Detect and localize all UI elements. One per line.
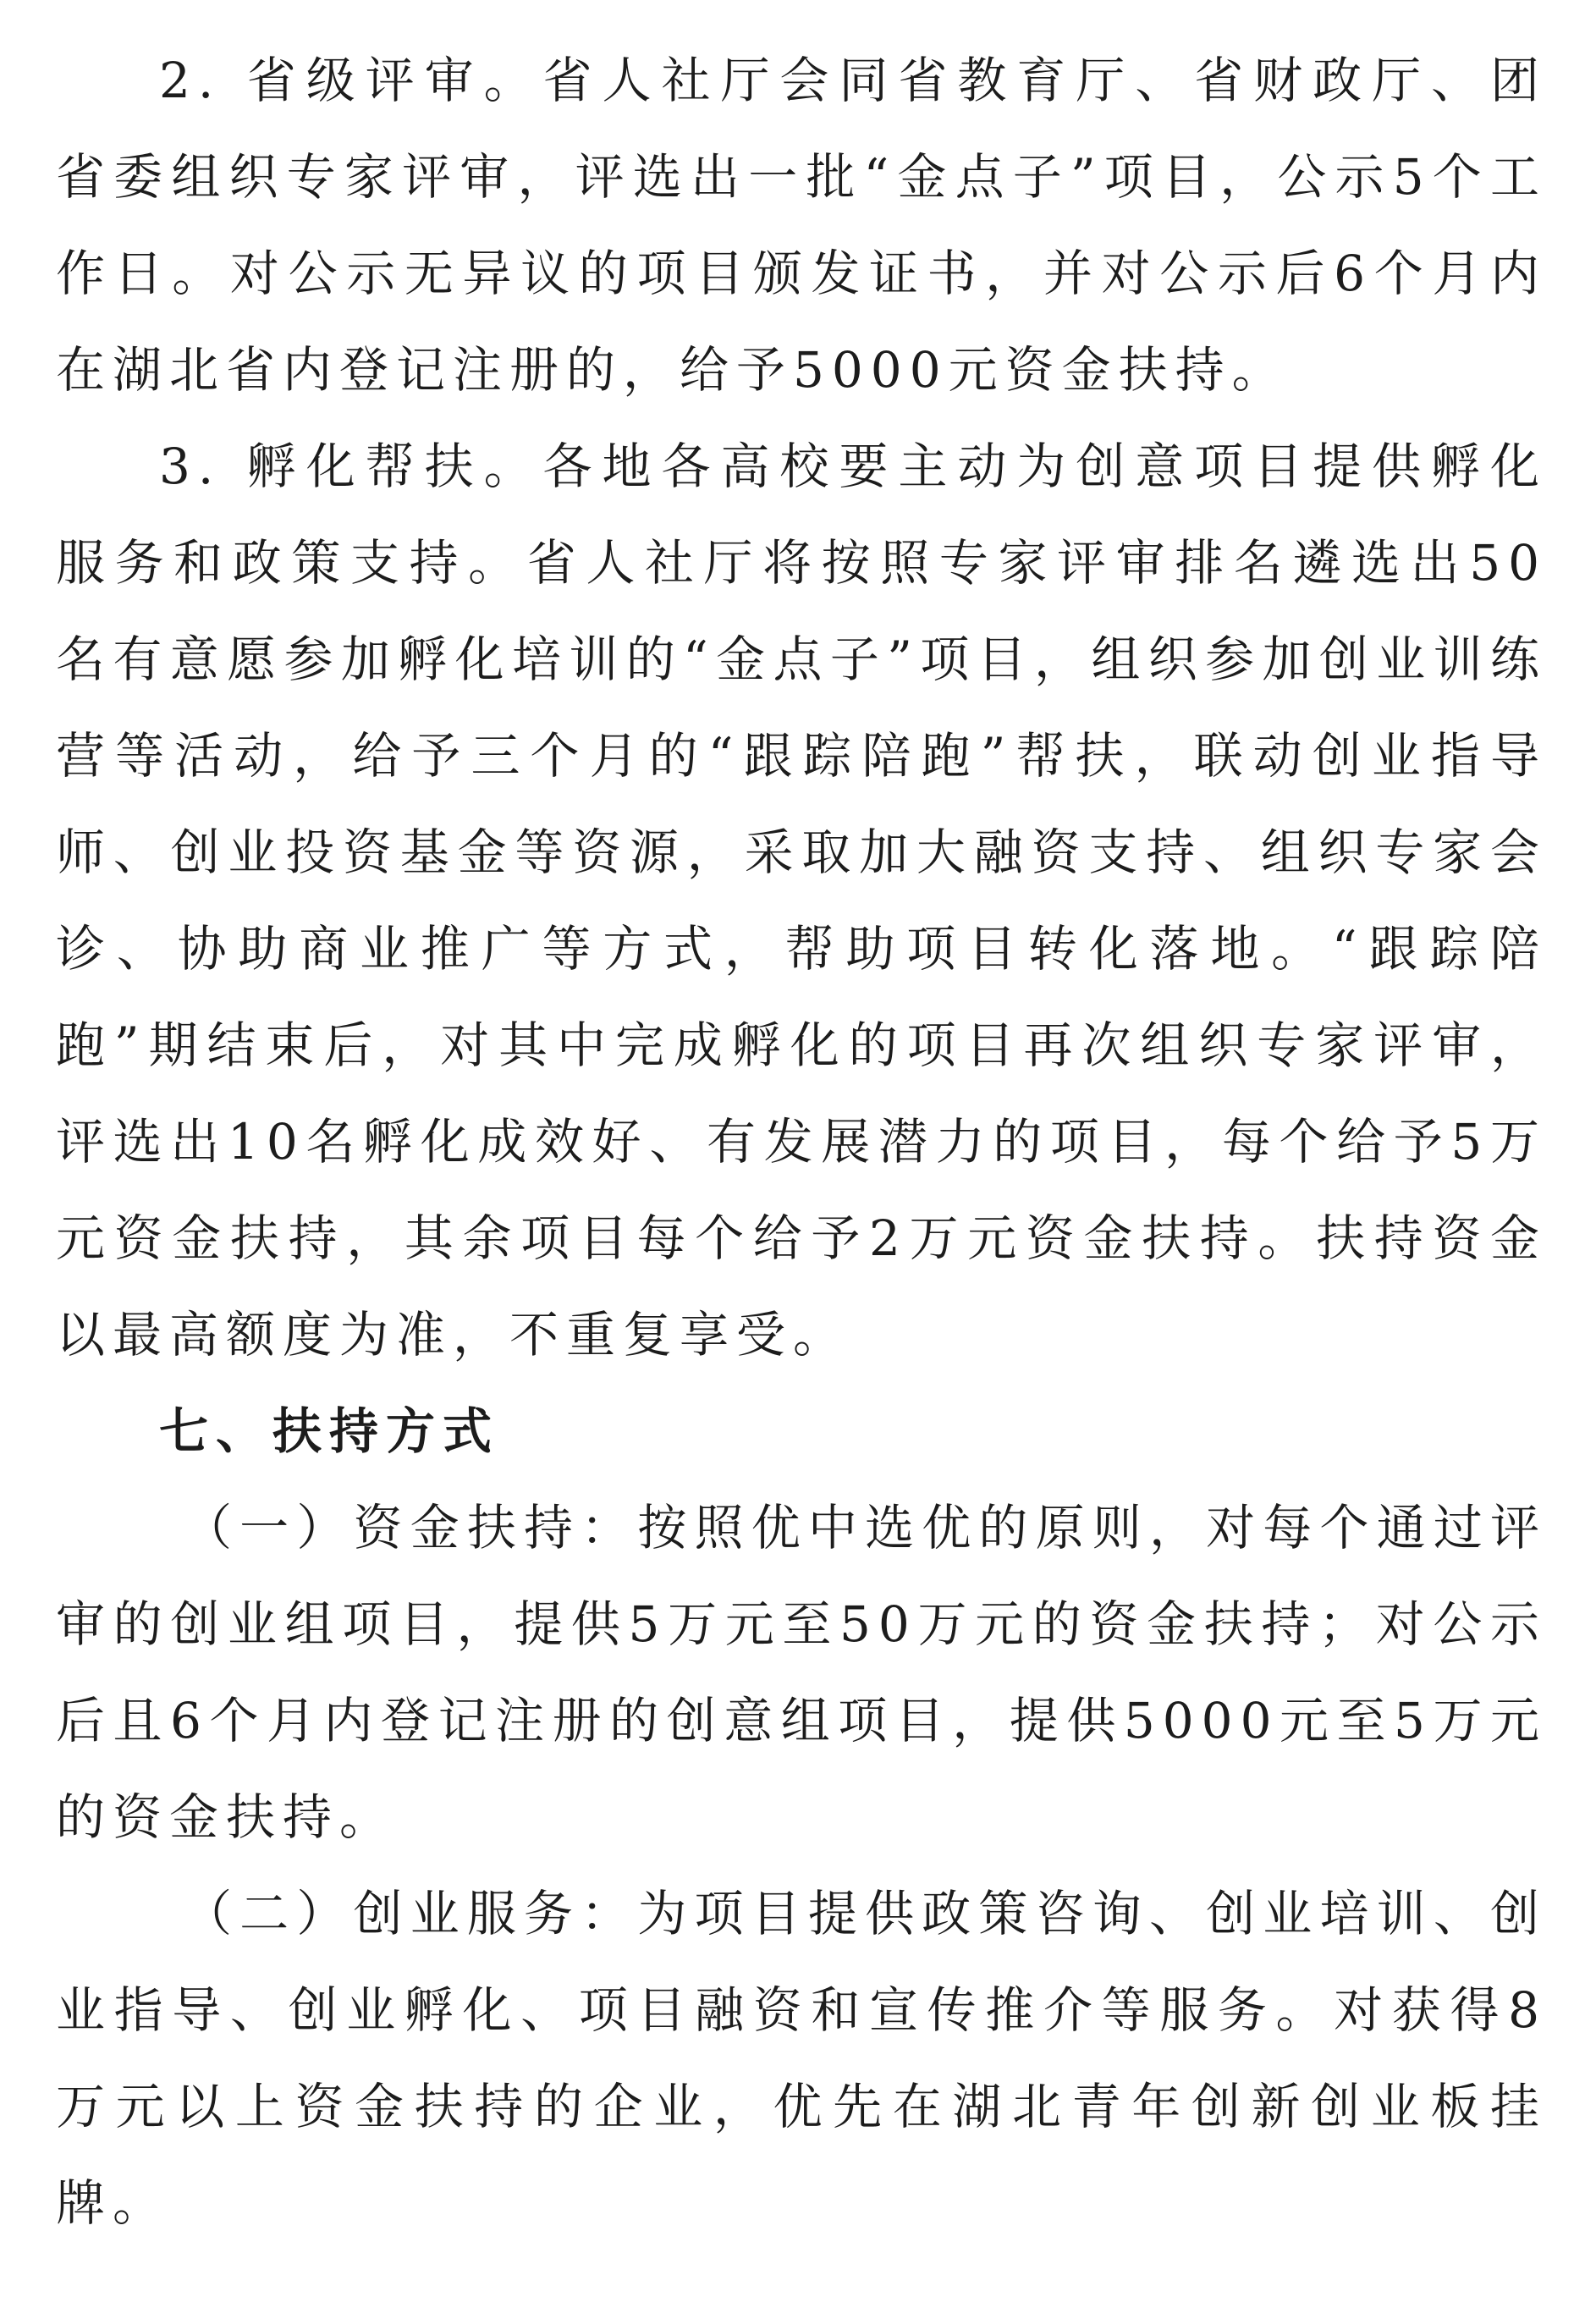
paragraph-provincial-review: 2. 省级评审。省人社厅会同省教育厅、省财政厅、团省委组织专家评审，评选出一批“金点子”项目，公示5个工作日。对公示无异议的项目颁发证书，并对公示后6个月内在湖北省内登记注册的，给予5000元资金扶持。 — [56, 52, 1547, 399]
paragraph-funding-support: （一）资金扶持：按照优中选优的原则，对每个通过评审的创业组项目，提供5万元至50万元的资金扶持；对公示后且6个月内登记注册的创意组项目，提供5000元至5万元的资金扶持。 — [56, 1499, 1547, 1846]
document-body — [56, 32, 1547, 2251]
section-heading-support-methods: 七、扶持方式 — [159, 1402, 500, 1460]
paragraph-incubation-support: 3. 孵化帮扶。各地各高校要主动为创意项目提供孵化服务和政策支持。省人社厅将按照专家评审排名遴选出50名有意愿参加孵化培训的“金点子”项目，组织参加创业训练营等活动，给予三个月的“跟踪陪跑”帮扶，联动创业指导师、创业投资基金等资源，采取加大融资支持、组织专家会诊、协助商业推广等方式，帮助项目转化落地。“跟踪陪跑”期结束后，对其中完成孵化的项目再次组织专家评审，评选出10名孵化成效好、有发展潜力的项目，每个给予5万元资金扶持，其余项目每个给予2万元资金扶持。扶持资金以最高额度为准，不重复享受。 — [56, 438, 1547, 1363]
paragraph-entrepreneurship-services: （二）创业服务：为项目提供政策咨询、创业培训、创业指导、创业孵化、项目融资和宣传推介等服务。对获得8万元以上资金扶持的企业，优先在湖北青年创新创业板挂牌。 — [56, 1885, 1547, 2232]
